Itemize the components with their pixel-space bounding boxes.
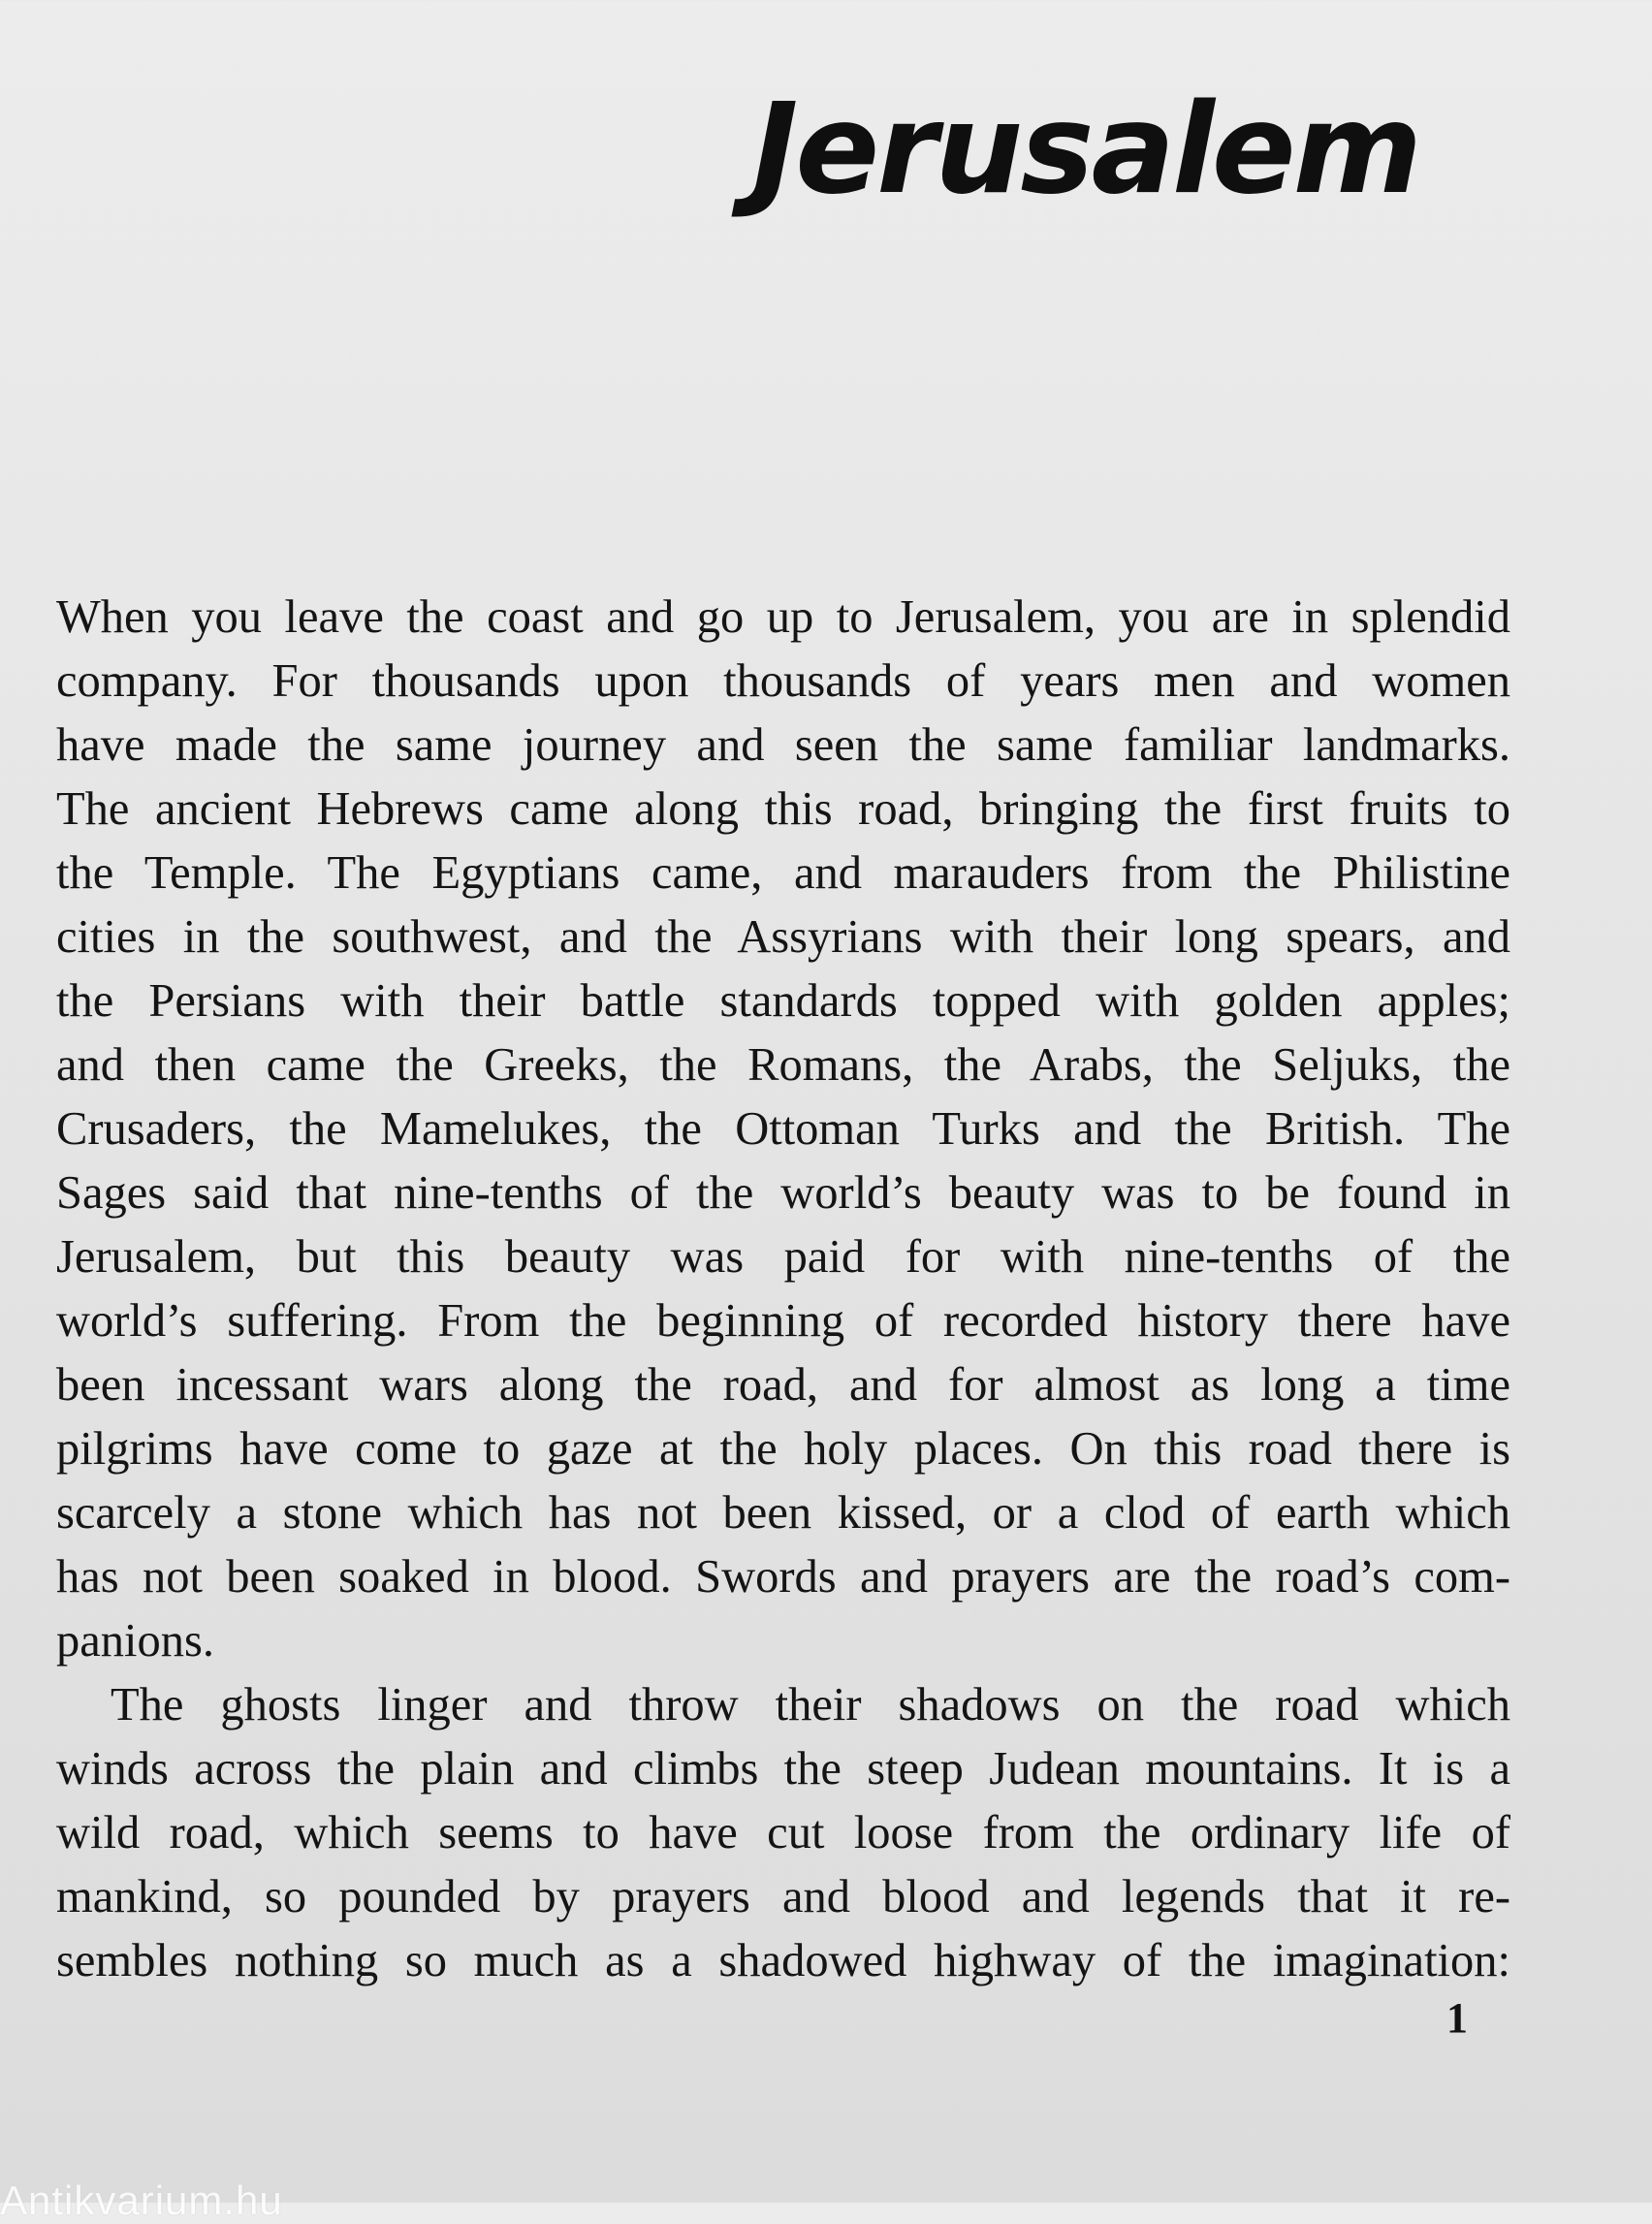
text-line: Sages said that nine-tenths of the world’s beauty was to be found in (56, 1167, 1510, 1219)
text-line: panions. (56, 1615, 215, 1667)
text-line: The ghosts linger and throw their shadows on the road which (111, 1679, 1510, 1731)
text-line: winds across the plain and climbs the steep Judean mountains. It is a (56, 1743, 1510, 1795)
text-line: world’s suffering. From the beginning of recorded history there have (56, 1295, 1510, 1347)
paragraph-2 (56, 1673, 1510, 1993)
text-line: the Temple. The Egyptians came, and marauders from the Philistine (56, 847, 1510, 899)
text-line: Crusaders, the Mamelukes, the Ottoman Turks and the British. The (56, 1103, 1510, 1155)
text-line: have made the same journey and seen the same familiar landmarks. (56, 719, 1510, 771)
paragraph-1 (56, 586, 1510, 1673)
text-line: company. For thousands upon thousands of years men and women (56, 655, 1510, 707)
text-line: scarcely a stone which has not been kissed, or a clod of earth which (56, 1487, 1510, 1539)
text-line: been incessant wars along the road, and for almost as long a time (56, 1359, 1510, 1411)
text-line: cities in the southwest, and the Assyrians with their long spears, and (56, 911, 1510, 963)
text-line: the Persians with their battle standards topped with golden apples; (56, 975, 1510, 1027)
text-line: Jerusalem, but this beauty was paid for with nine-tenths of the (56, 1231, 1510, 1283)
text-line: has not been soaked in blood. Swords and prayers are the road’s com- (56, 1551, 1510, 1603)
chapter-title: Jerusalem (751, 78, 1419, 222)
text-line: The ancient Hebrews came along this road, bringing the first fruits to (56, 783, 1510, 835)
page-number: 1 (1446, 1994, 1468, 2042)
text-line: wild road, which seems to have cut loose from the ordinary life of (56, 1807, 1510, 1859)
text-line: pilgrims have come to gaze at the holy places. On this road there is (56, 1423, 1510, 1475)
text-line: mankind, so pounded by prayers and blood and legends that it re- (56, 1871, 1510, 1922)
text-line: When you leave the coast and go up to Jerusalem, you are in splendid (56, 591, 1510, 643)
body-text (56, 586, 1510, 1993)
watermark: Antikvarium.hu (0, 2177, 283, 2223)
text-line: sembles nothing so much as a shadowed highway of the imagination: (56, 1935, 1510, 1986)
text-line: and then came the Greeks, the Romans, the Arabs, the Seljuks, the (56, 1039, 1510, 1091)
